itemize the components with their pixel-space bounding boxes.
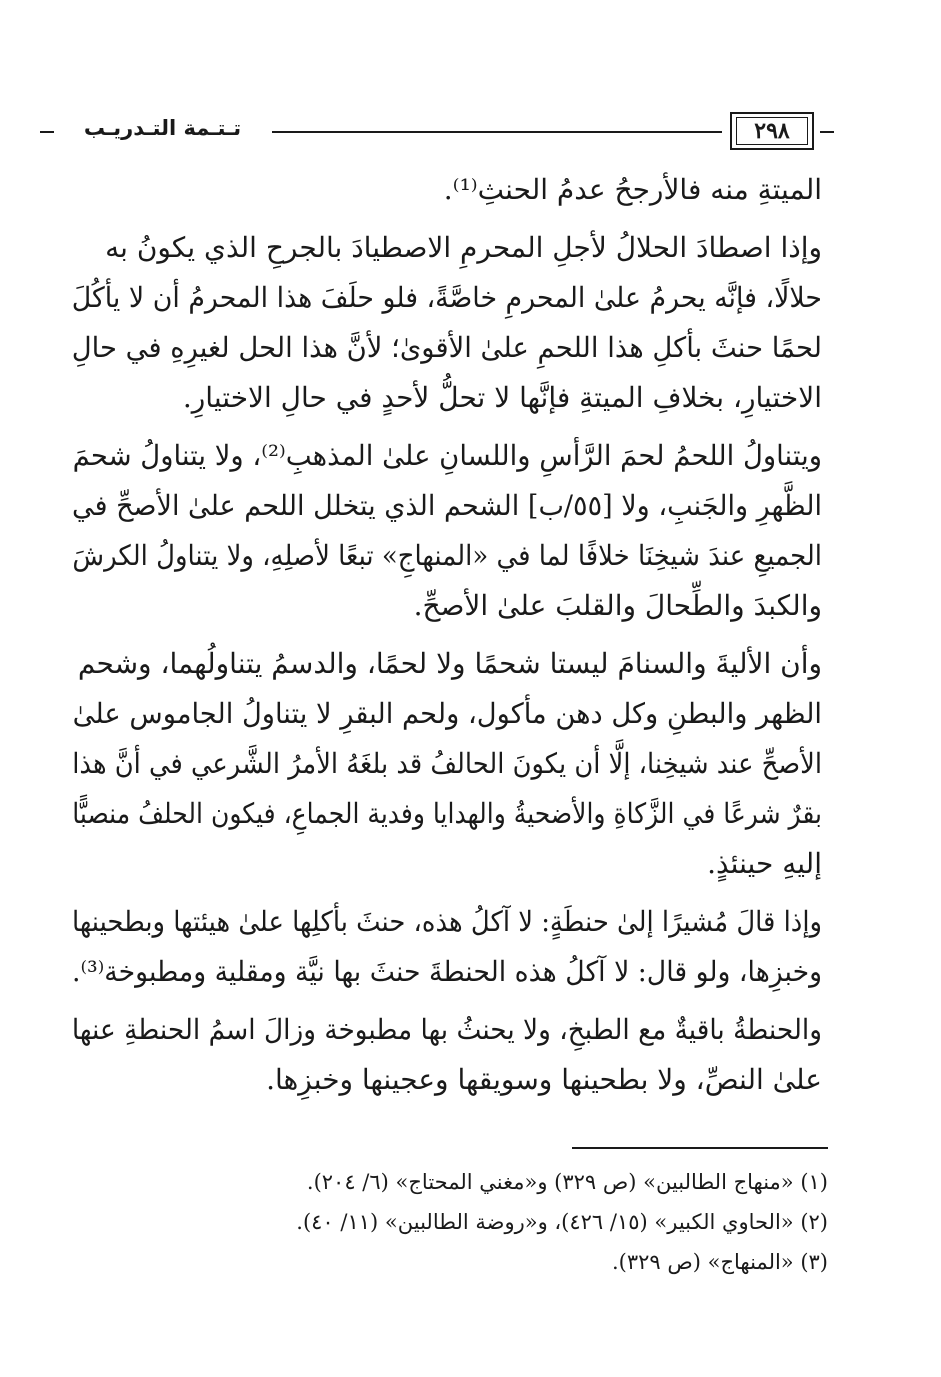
footnote-1: (١) «منهاج الطالبين» (ص ٣٢٩) و«مغني المحتاج» (٦/ ٢٠٤).: [306, 1170, 828, 1194]
footnote-2: (٢) «الحاوي الكبير» (١٥/ ٤٢٦)، و«روضة الطالبين» (١١/ ٤٠).: [296, 1210, 828, 1234]
text-line: والحنطةُ باقيةٌ مع الطبخِ، ولا يحنثُ بها مطبوخة وزالَ اسمُ الحنطةِ عنها: [71, 1013, 823, 1046]
header-rule-right: [820, 131, 834, 133]
text-line: وإذا اصطادَ الحلالُ لأجلِ المحرمِ الاصطيادَ بالجرحِ الذي يكونُ به: [105, 231, 822, 264]
text-line: الجميعِ عندَ شيخِنَا خلافًا لما في «المنهاجِ» تبعًا لأصلِهِ، ولا يتناولُ الكرشَ: [72, 539, 822, 572]
text-line: وخبزِها، ولو قال: لا آكلُ هذه الحنطةَ حنثَ بها نيَّة ومقلية ومطبوخة⁽³⁾.: [71, 955, 823, 988]
text-line: إليهِ حينئذٍ.: [707, 847, 822, 880]
text-line: الأصحِّ عند شيخِنا، إلَّا أن يكونَ الحالفُ قد بلغَهُ الأمرُ الشَّرعي في أنَّ هذا: [72, 747, 823, 780]
paragraph-1: [72, 165, 822, 215]
text-line: وإذا قالَ مُشيرًا إلىٰ حنطَةٍ: لا آكلُ هذه، حنثَ بأكلِها علىٰ هيئتها وبطحينها: [71, 905, 823, 938]
text-line: الظَّهرِ والجَنبِ، ولا [٥٥/ب] الشحم الذي يتخلل اللحم علىٰ الأصحِّ في: [72, 489, 822, 522]
text-line: بقرٌ شرعًا في الزَّكاةِ والأضحيةُ والهدايا وفدية الجماعِ، فيكون الحلفُ منصبًّا: [72, 797, 823, 830]
main-text: [72, 165, 822, 1113]
text-line: الميتةِ منه فالأرجحُ عدمُ الحنثِ⁽¹⁾.: [443, 173, 822, 206]
running-title: تـتـمة التـدريـب: [83, 116, 242, 140]
text-line: حلالًا، فإنَّه يحرمُ علىٰ المحرمِ خاصَّةً، فلو حلَفَ هذا المحرمُ أن لا يأكُلَ: [71, 281, 823, 314]
text-line: علىٰ النصِّ، ولا بطحينها وسويقها وعجينها وخبزِها.: [266, 1063, 822, 1096]
footnote-separator: [572, 1147, 828, 1149]
text-line: لحمًا حنثَ بأكلِ هذا اللحمِ علىٰ الأقوىٰ؛ لأنَّ هذا الحل لغيرِهِ في حالِ: [71, 331, 822, 364]
text-line: الظهر والبطنِ وكل دهن مأكول، ولحم البقرِ لا يتناولُ الجاموس علىٰ: [72, 697, 822, 730]
paragraph-4: [72, 639, 822, 889]
text-line: وأن الأليةَ والسنامَ ليستا شحمًا ولا لحمًا، والدسمُ يتناولُهما، وشحم: [77, 647, 822, 680]
page-header: [40, 112, 830, 152]
page-number: ٢٩٨: [736, 117, 808, 145]
header-rule-middle: [272, 131, 722, 133]
paragraph-2: [72, 223, 822, 423]
paragraph-3: [72, 431, 822, 631]
footnotes: [72, 1162, 828, 1282]
header-rule-left: [40, 131, 54, 133]
page-number-box: [730, 112, 814, 150]
paragraph-6: [72, 1005, 822, 1105]
text-line: ويتناولُ اللحمُ لحمَ الرَّأسِ واللسانِ علىٰ المذهبِ⁽²⁾، ولا يتناولُ شحمَ: [72, 439, 822, 472]
footnote-3: (٣) «المنهاج» (ص ٣٢٩).: [611, 1250, 828, 1274]
text-line: الاختيارِ، بخلافِ الميتةِ فإنَّها لا تحلُّ لأحدٍ في حالِ الاختيارِ.: [182, 381, 822, 414]
paragraph-5: [72, 897, 822, 997]
text-line: والكبدَ والطِّحالَ والقلبَ علىٰ الأصحِّ.: [413, 589, 822, 622]
